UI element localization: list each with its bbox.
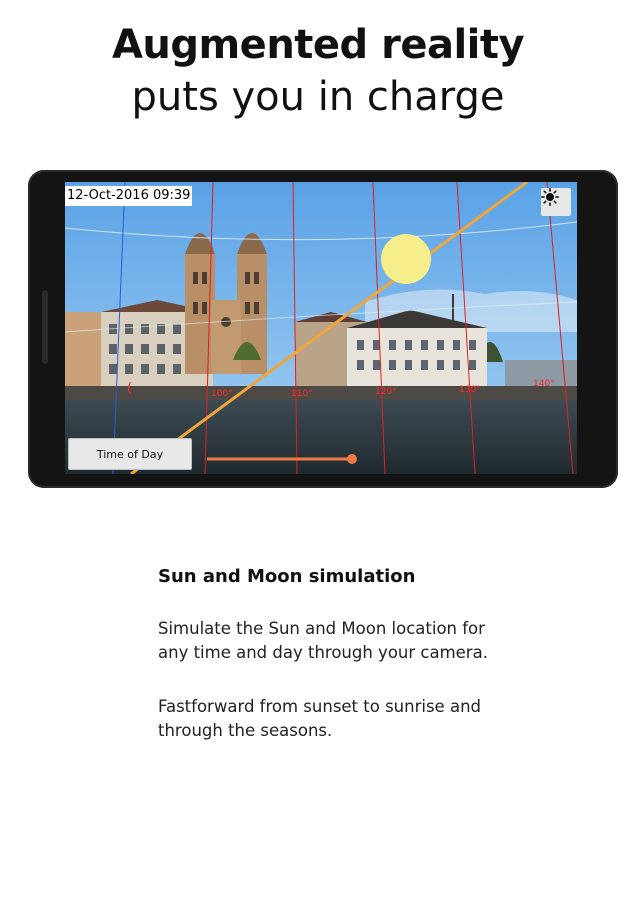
sun-icon: [541, 188, 559, 206]
time-of-day-button[interactable]: Time of Day: [68, 438, 192, 470]
degree-label-110: 110°: [291, 389, 313, 399]
building-right: [347, 328, 487, 388]
headline: [0, 22, 636, 120]
phone-frame: [28, 170, 618, 488]
headline-line-1: Augmented reality: [111, 22, 525, 68]
phone-side-button: [42, 290, 48, 364]
timestamp-label: 12-Oct-2016 09:39: [65, 186, 192, 206]
degree-label-140: 140°: [533, 379, 555, 389]
degree-label-130: 130°: [459, 385, 481, 395]
ar-scene: [65, 182, 577, 474]
feature-title: Sun and Moon simulation: [158, 566, 416, 587]
degree-label-100: 100°: [211, 389, 233, 399]
building-left-edge: [65, 312, 105, 392]
time-slider-handle[interactable]: [347, 454, 357, 464]
headline-line-2: puts you in charge: [131, 74, 505, 120]
feature-section: [158, 566, 598, 743]
camera-ar-view[interactable]: [65, 182, 577, 474]
sunrise-marker: (: [127, 381, 133, 396]
feature-paragraph-2: Fastforward from sunset to sunrise and through the seasons.: [158, 697, 481, 740]
feature-paragraph-1: Simulate the Sun and Moon location for any time and day through your camera.: [158, 619, 488, 662]
brightness-button[interactable]: [541, 188, 571, 216]
degree-label-120: 120°: [375, 387, 397, 397]
embankment: [65, 386, 577, 400]
sun-marker[interactable]: [381, 234, 431, 284]
